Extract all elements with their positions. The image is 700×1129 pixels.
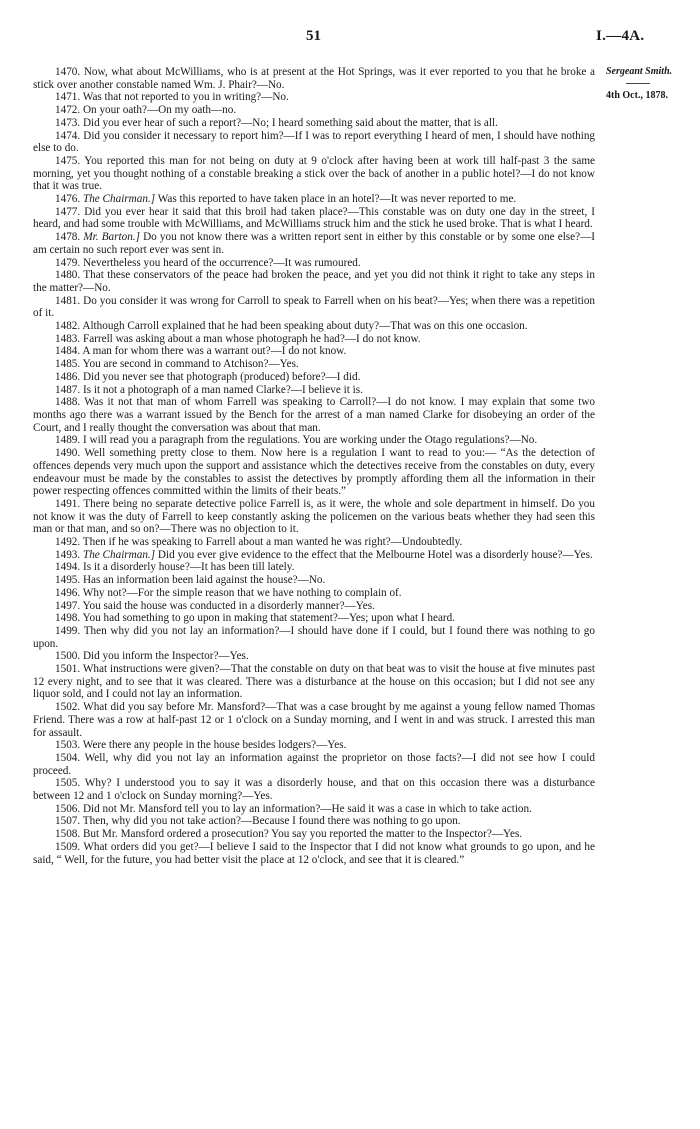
page-number: 51 — [306, 28, 321, 44]
testimony-paragraph — [33, 739, 595, 752]
question-answer-text: Then why did you not lay an information?—I should have done if I could, but I found there was nothing to go upon. — [33, 624, 595, 650]
question-answer-text: Now, what about McWilliams, who is at present at the Hot Springs, was it ever reported to you that he broke a stick over another constable named Wm. J. Phair?—No. — [33, 66, 596, 91]
question-answer-text: Why not?—For the simple reason that we have nothing to complain of. — [82, 586, 402, 599]
testimony-paragraph — [33, 345, 595, 358]
question-answer-text: Do you consider it was wrong for Carroll to speak to Farrell when on his beat?—Yes; when there was a repetition of it. — [33, 294, 596, 320]
question-answer-text: Did you never see that photograph (produced) before?—I did. — [82, 370, 361, 383]
question-answer-text: Has an information been laid against the house?—No. — [82, 574, 326, 587]
page-header — [0, 28, 700, 48]
question-answer-text: Is it not a photograph of a man named Clarke?—I believe it is. — [82, 383, 363, 396]
margin-divider — [626, 83, 650, 84]
testimony-paragraph — [33, 600, 595, 613]
testimony-paragraph — [33, 371, 595, 384]
testimony-paragraph — [33, 663, 595, 701]
question-answer-text: Did you ever hear it said that this broil had taken place?—This constable was on duty one day in the street, I heard, and had some trouble with McWilliams, and McWilliams struck him and the stick he used broke. That is what I heard. — [33, 205, 595, 231]
question-number: 1497. — [55, 599, 81, 612]
question-number: 1500. — [55, 650, 81, 663]
testimony-paragraph — [33, 130, 595, 155]
question-answer-text: Did not Mr. Mansford tell you to lay an information?—He said it was a case in which to take action. — [82, 802, 532, 815]
question-number: 1478. — [55, 231, 81, 244]
question-answer-text: You had something to go upon in making that statement?—Yes; upon what I heard. — [82, 612, 456, 625]
testimony-paragraph — [33, 549, 595, 562]
question-number: 1480. — [55, 269, 81, 282]
testimony-paragraph — [33, 91, 595, 104]
margin-witness-name: Sergeant Smith. — [606, 66, 673, 77]
testimony-paragraph — [33, 841, 595, 866]
question-number: 1496. — [55, 586, 81, 599]
question-number: 1475. — [55, 154, 81, 167]
question-number: 1491. — [55, 497, 81, 510]
question-answer-text: Was that not reported to you in writing?—No. — [82, 91, 289, 104]
testimony-paragraph — [33, 66, 595, 91]
margin-date: 4th Oct., 1878. — [606, 90, 668, 101]
question-number: 1487. — [55, 383, 81, 396]
question-answer-text: Did you ever give evidence to the effect that the Melbourne Hotel was a disorderly house?—Yes. — [157, 548, 593, 561]
question-answer-text: Did you consider it necessary to report him?—If I was to report everything I heard of men, I should have nothing else to do. — [33, 129, 596, 155]
question-number: 1470. — [55, 66, 81, 78]
question-answer-text: Although Carroll explained that he had been speaking about duty?—That was on this one occasion. — [82, 320, 528, 333]
question-number: 1476. — [55, 193, 81, 206]
question-number: 1483. — [55, 332, 81, 345]
testimony-paragraph — [33, 155, 595, 193]
question-answer-text: Farrell was asking about a man whose photograph he had?—I do not know. — [82, 332, 421, 345]
question-number: 1503. — [55, 739, 81, 752]
question-answer-text: Is it a disorderly house?—It has been till lately. — [82, 561, 295, 574]
question-answer-text: Did you inform the Inspector?—Yes. — [82, 650, 249, 663]
question-number: 1499. — [55, 624, 81, 637]
testimony-paragraph — [33, 561, 595, 574]
testimony-paragraph — [33, 104, 595, 117]
testimony-paragraph — [33, 434, 595, 447]
question-number: 1489. — [55, 434, 81, 447]
testimony-paragraph — [33, 574, 595, 587]
testimony-paragraph — [33, 612, 595, 625]
question-number: 1507. — [55, 815, 81, 828]
testimony-paragraph — [33, 815, 595, 828]
speaker-label: The Chairman.] — [82, 193, 156, 206]
testimony-paragraph — [33, 117, 595, 130]
question-number: 1495. — [55, 574, 81, 587]
question-answer-text: On your oath?—On my oath—no. — [82, 104, 237, 117]
question-answer-text: What instructions were given?—That the constable on duty on that beat was to visit the house at five minutes past 12 every night, and to see that it was cleared. There was a disturbance at the house on this occasion; but I did not see any liquor sold, and I could not lay an information. — [33, 663, 595, 701]
question-number: 1508. — [55, 828, 81, 841]
question-answer-text: Well something pretty close to them. Now here is a regulation I want to read to you:— “As the detection of offences depends very much upon the support and assistance which the detectives receive from the constables on duty, every endeavour must be made by the constables to assist the detectives by promptly affording them all the information in their power respecting offences committed within the limits of their beats.” — [33, 447, 595, 498]
question-number: 1477. — [55, 205, 81, 218]
question-answer-text: Nevertheless you heard of the occurrence?—It was rumoured. — [82, 256, 361, 269]
question-answer-text: A man for whom there was a warrant out?—I do not know. — [82, 345, 347, 358]
question-answer-text: You said the house was conducted in a disorderly manner?—Yes. — [82, 599, 375, 612]
question-number: 1492. — [55, 536, 81, 549]
question-answer-text: What did you say before Mr. Mansford?—That was a case brought by me against a young fellow named Thomas Friend. There was a row at half-past 12 or 1 o'clock on a Sunday morning, and I went in and was struck. I arrested this man for assault. — [33, 701, 595, 739]
question-number: 1474. — [55, 129, 81, 142]
testimony-paragraph — [33, 396, 595, 434]
testimony-paragraph — [33, 498, 595, 536]
speaker-label: Mr. Barton.] — [83, 231, 140, 244]
testimony-paragraph — [33, 625, 595, 650]
question-answer-text: That these conservators of the peace had broken the peace, and yet you did not think it right to take any steps in the matter?—No. — [33, 269, 595, 294]
testimony-paragraph — [33, 384, 595, 397]
question-number: 1482. — [55, 320, 81, 333]
testimony-paragraph — [33, 587, 595, 600]
question-number: 1479. — [55, 256, 81, 269]
question-number: 1494. — [55, 561, 81, 574]
question-answer-text: You are second in command to Atchison?—Yes. — [82, 358, 299, 371]
testimony-paragraph — [33, 333, 595, 346]
question-number: 1498. — [55, 612, 81, 625]
question-answer-text: Then, why did you not take action?—Because I found there was nothing to go upon. — [82, 815, 461, 828]
testimony-paragraph — [33, 803, 595, 816]
question-number: 1484. — [55, 345, 81, 358]
question-number: 1485. — [55, 358, 81, 371]
question-answer-text: What orders did you get?—I believe I said to the Inspector that I did not know what grounds to go upon, and he said, “ Well, for the future, you had better visit the place at 12 o'clock, and see that it is cleared.” — [33, 840, 595, 866]
question-answer-text: Did you ever hear of such a report?—No; I heard something said about the matter, that is all. — [82, 116, 498, 129]
testimony-paragraph — [33, 320, 595, 333]
testimony-paragraph — [33, 701, 595, 739]
testimony-paragraph — [33, 536, 595, 549]
question-answer-text: Well, why did you not lay an information against the proprietor on those facts?—I did not see how I could proceed. — [33, 751, 595, 777]
testimony-paragraph — [33, 752, 595, 777]
testimony-paragraph — [33, 269, 595, 294]
question-answer-text: But Mr. Mansford ordered a prosecution? You say you reported the matter to the Inspector?—Yes. — [82, 828, 523, 841]
question-answer-text: Was it not that man of whom Farrell was speaking to Carroll?—I do not know. I may explain that some two months ago there was a warrant issued by the Bench for the arrest of a man named Clarke for disobeying an order of the Court, and I really thought the conversation was about that man. — [33, 396, 595, 434]
speaker-label: The Chairman.] — [82, 548, 156, 561]
question-number: 1472. — [55, 104, 81, 117]
question-number: 1506. — [55, 802, 81, 815]
question-answer-text: Why? I understood you to say it was a disorderly house, and that on this occasion there was a disturbance between 12 and 1 o'clock on Sunday morning?—Yes. — [33, 777, 595, 803]
testimony-paragraph — [33, 295, 595, 320]
question-number: 1509. — [55, 840, 81, 853]
question-number: 1486. — [55, 370, 81, 383]
testimony-paragraph — [33, 358, 595, 371]
question-number: 1502. — [55, 701, 81, 714]
testimony-paragraph — [33, 193, 595, 206]
testimony-paragraph — [33, 206, 595, 231]
question-number: 1488. — [55, 396, 81, 409]
document-reference: I.—4A. — [596, 28, 645, 44]
question-answer-text: Do you not know there was a written report sent in either by this constable or by some one else?—I am certain no such report ever was sent in. — [33, 231, 595, 256]
testimony-body — [33, 66, 595, 866]
question-number: 1505. — [55, 777, 81, 790]
question-number: 1504. — [55, 751, 81, 764]
question-answer-text: Then if he was speaking to Farrell about a man wanted he was right?—Undoubtedly. — [82, 536, 463, 549]
question-number: 1490. — [55, 447, 81, 460]
question-number: 1493. — [55, 548, 81, 561]
question-number: 1501. — [55, 663, 81, 676]
question-answer-text: There being no separate detective police Farrell is, as it were, the whole and sole department in himself. Do you not know it was the duty of Farrell to keep constantly asking the policemen on the various beats whether they had seen this man or that man, and so on?—There was no objection to it. — [33, 497, 595, 536]
question-answer-text: You reported this man for not being on duty at 9 o'clock after having been at work till half-past 3 the same morning, yet you thought nothing of a constable breaking a stick over the back of another in a public hotel?—I do not know that it was true. — [33, 154, 595, 193]
testimony-paragraph — [33, 777, 595, 802]
question-number: 1481. — [55, 294, 81, 307]
question-answer-text: I will read you a paragraph from the regulations. You are working under the Otago regulations?—No. — [82, 434, 538, 447]
question-number: 1473. — [55, 116, 81, 129]
testimony-paragraph — [33, 231, 595, 256]
question-number: 1471. — [55, 91, 81, 104]
testimony-paragraph — [33, 828, 595, 841]
question-answer-text: Were there any people in the house besides lodgers?—Yes. — [82, 739, 347, 752]
question-answer-text: Was this reported to have taken place in an hotel?—It was never reported to me. — [157, 193, 517, 206]
testimony-paragraph — [33, 447, 595, 498]
testimony-paragraph — [33, 257, 595, 270]
testimony-paragraph — [33, 650, 595, 663]
